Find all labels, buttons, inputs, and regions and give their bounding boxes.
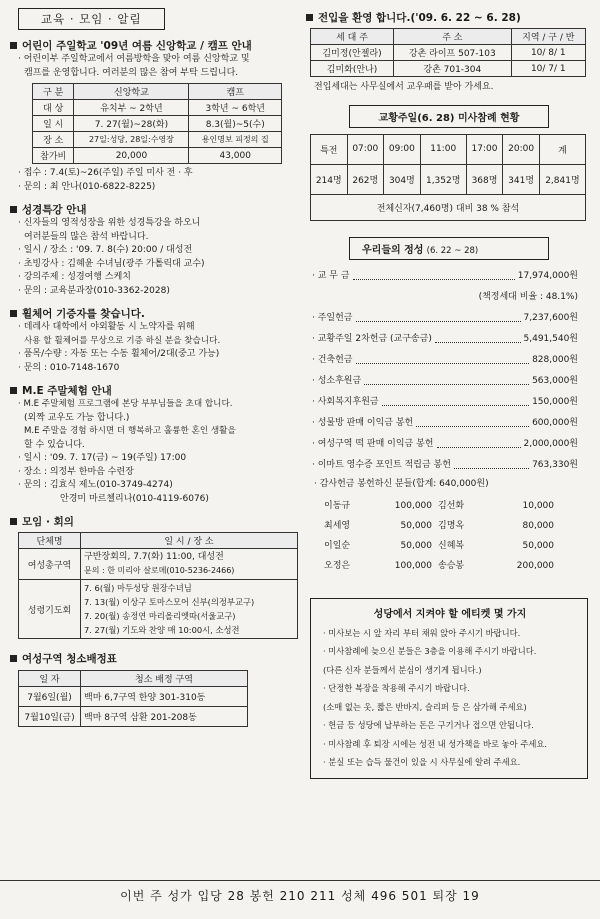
attendance-header: 07:00 [347, 134, 384, 164]
section-header: 교육 · 모임 · 알림 [18, 8, 165, 30]
bible-lecture-section: 성경특강 안내 [10, 202, 302, 217]
attendance-table [310, 134, 586, 221]
offering-row: · 여성구역 떡 판매 이익금 봉헌 2,000,000원 [312, 438, 578, 449]
square-bullet-icon [10, 655, 17, 662]
intro-line: 캠프를 운영합니다. 여러분의 많은 참여 부탁 드립니다. [24, 67, 239, 78]
offerings-list [306, 266, 592, 476]
offering-row: · 주일헌금 7,237,600원 [312, 312, 578, 323]
offering-row: · 사회복지후원금 150,000원 [312, 396, 578, 407]
etiquette-line: · 미사보는 시 앞 자리 부터 채워 앉아 주시기 바랍니다. [323, 627, 521, 638]
donor-cell: 이일순 [324, 540, 351, 551]
etiquette-title: 성당에서 지켜야 할 에티켓 몇 가지 [373, 608, 527, 620]
offering-row: · 성소후원금 563,000원 [312, 375, 578, 386]
offering-row: · 성물방 판매 이익금 봉헌 600,000원 [312, 417, 578, 428]
donor-cell: 최세영 [324, 520, 351, 531]
offering-row: (책정세대 비율 : 48.1%) [478, 291, 578, 302]
donor-grid [306, 496, 592, 576]
donor-cell: 김명옥 [438, 520, 465, 531]
donor-cell: 이동규 [324, 500, 351, 511]
donor-cell: 100,000 [394, 560, 432, 571]
attendance-value: 304명 [384, 164, 421, 194]
me-weekend-section: M.E 주말체험 안내 [10, 383, 302, 398]
etiquette-line: · 헌금 등 성당에 납부하는 돈은 구기거나 접으면 안됩니다. [323, 720, 534, 730]
etiquette-line: · 단정한 복장을 착용해 주시기 바랍니다. [323, 683, 470, 693]
offering-row: · 교 무 금 17,974,000원 [312, 270, 578, 281]
donor-cell: 송승봉 [438, 560, 465, 571]
cleaning-table: 일 자 청소 배정 구역 7월6일(월) 백마 6,7구역 한양 301-310동 7월10일(금) 백마 8구역 삼환 201-208동 [18, 670, 248, 727]
square-bullet-icon [10, 206, 17, 213]
etiquette-line: (소매 없는 옷, 짧은 반바지, 슬리퍼 등 은 삼가해 주세요) [323, 701, 527, 712]
donor-cell: 50,000 [400, 520, 432, 531]
thanks-line: · 감사헌금 봉헌하신 분들(합계: 640,000원) [314, 478, 489, 489]
offering-row: · 교황주일 2차헌금 (교구송금) 5,491,540원 [312, 333, 578, 344]
etiquette-line: (다른 신자 분들께서 분심이 생기게 됩니다.) [323, 664, 482, 675]
attendance-value: 2,841명 [539, 164, 585, 194]
offering-row: · 건축헌금 828,000원 [312, 354, 578, 365]
square-bullet-icon [10, 42, 17, 49]
attendance-header: 09:00 [384, 134, 421, 164]
meetings-section: 모임 · 회의 [10, 514, 302, 529]
donor-cell: 10,000 [522, 500, 554, 511]
summer-school-section: 어린이 주일학교 '09년 여름 신앙학교 / 캠프 안내 [10, 38, 302, 53]
right-column [306, 8, 592, 779]
donor-cell: 200,000 [516, 560, 554, 571]
info-line: · 접수 : 7.4(토)~26(주일) 주일 미사 전 · 후 [18, 168, 193, 178]
etiquette-line: · 미사참례 후 퇴장 시에는 성전 내 성가책을 바로 놓아 주세요. [323, 738, 548, 749]
etiquette-box [310, 598, 588, 779]
etiquette-line: · 미사참례에 늦으신 분들은 3층을 이용해 주시기 바랍니다. [323, 646, 537, 656]
meetings-table: 단체명 일 시 / 장 소 여성총구역 구반장회의, 7.7(화) 11:00, 대성전 문의 : 한 미리아 살로메(010-5236-2466) 성령기도회 7. 6(월) 마두성당 원장수녀님 7. 13(월) 이상구 토마스모어 신부(의정부교구) 7. 20(월) 송정연 마리올리엣따(서울교구) 7. 27(월) 기도와 찬양 매 10:00시, 소성전 [18, 532, 298, 639]
summer-school-table: 구 분 신앙학교 캠프 대 상 유치부 ~ 2학년 3학년 ~ 6학년 일 시 7. 27(월)~28(화) 8.3(월)~5(수) 장 소 27일:성당, 28일:수영장 용인명보 피정의 집 참가비 20,000 43,000 [32, 83, 282, 164]
attendance-header: 17:00 [466, 134, 503, 164]
square-bullet-icon [10, 387, 17, 394]
attendance-value: 341명 [503, 164, 540, 194]
donor-cell: 80,000 [522, 520, 554, 531]
new-members-section: 전입을 환영 합니다.('09. 6. 22 ~ 6. 28) [306, 10, 592, 25]
hymn-footer: 이번 주 성가 입당 28 봉헌 210 211 성체 496 501 퇴장 19 [0, 880, 600, 904]
attendance-value: 262명 [347, 164, 384, 194]
new-members-table: 세 대 주 주 소 지역 / 구 / 반 김미정(안젤라) 강촌 라이프 507-103 10/ 8/ 1 김미화(안나) 강촌 701-304 10/ 7/ 1 [310, 28, 586, 77]
attendance-value: 368명 [466, 164, 503, 194]
square-bullet-icon [10, 310, 17, 317]
donor-cell: 오정은 [324, 560, 351, 571]
offerings-title: 우리들의 정성 (6. 22 ~ 28) [349, 237, 549, 260]
attendance-header: 11:00 [420, 134, 466, 164]
attendance-total: 전체신자(7,460명) 대비 38 % 참석 [311, 194, 586, 220]
cleaning-section: 여성구역 청소배정표 [10, 651, 302, 666]
attendance-header: 계 [539, 134, 585, 164]
attendance-header: 특전 [311, 134, 348, 164]
donor-cell: 신혜복 [438, 540, 465, 551]
note-text: 전입세대는 사무실에서 교우패를 받아 가세요. [314, 82, 494, 92]
square-bullet-icon [306, 14, 313, 21]
offering-row: · 이마트 영수증 포인트 적립금 봉헌 763,330원 [312, 459, 578, 470]
left-column: 교육 · 모임 · 알림 어린이 주일학교 '09년 여름 신앙학교 / 캠프 안내 · 어린이부 주일학교에서 여름방학을 맞아 여름 신앙학교 및 캠프를 운영합니다. 여러분의 많은 참여 부탁 드립니다. 구 분 신앙학교 캠프 대 상 유치부 ~ 2학년 3학년 ~ 6학년 일 시 7. 27(월)~28(화) 8.3(월)~5(수) 장 소 27일:성당, 28일:수영장 용인명보 피정의 집 참가비 20,000 43,000 · 접수 : 7.4(토)~26(주일) 주일 미사 전 · 후 · 문의 : 최 안나(010-6822-8225) 성경특강 안내 · 신자들의 영적성장을 위한 성경특강을 하오니 여러분들의 많은 참석 바랍니다. · 일시 / 장소 : '09. 7. 8(수) 20:00 / 대성전 · 초빙강사 : 김혜윤 수녀님(광주 가톨릭대 교수) · 강의주제 : 성경여행 스케치 · 문의 : 교육분과장(010-3362-2028) 휠체어 기증자를 찾습니다. · 데레사 대학에서 야외활동 시 노약자를 위해 사용 할 휠체어를 무상으로 기증 하실 분을 찾습니다. · 품목/수량 : 자동 또는 수동 휠체어/2대(중고 가능) · 문의 : 010-7148-1670 M.E 주말체험 안내 · M.E 주말체험 프로그램에 본당 부부님들을 초대 합니다. (외짝 교우도 가능 합니다.) M.E 주말을 경험 하시면 더 행복하고 훌륭한 혼인 생활을 할 수 있습니다. · 일시 : '09. 7. 17(금) ~ 19(주일) 17:00 · 장소 : 의정부 한마음 수련장 · 문의 : 김효식 제노(010-3749-4274) 안경미 마르첼리나(010-4119-6076) 모임 · 회의 단체명 일 시 / 장 소 여성총구역 구반장회의, 7.7(화) 11:00, 대성전 문의 : 한 미리아 살로메(010-5236-2466) 성령기도회 7. 6(월) 마두성당 원장수녀님 7. 13(월) 이상구 토마스모어 신부(의정부교구) 7. 20(월) 송정연 마리올리엣따(서울교구) 7. 27(월) 기도와 찬양 매 10:00시, 소성전 여성구역 청소배정표 일 자 청소 배정 구역 7월6일(월) 백마 6,7구역 한양 301-310동 7월10일(금) 백마 8구역 삼환 201-208동 [10, 8, 302, 727]
attendance-title: 교황주일(6. 28) 미사참례 현황 [349, 105, 549, 128]
donor-cell: 50,000 [400, 540, 432, 551]
intro-line: · 어린이부 주일학교에서 여름방학을 맞아 여름 신앙학교 및 [18, 54, 250, 64]
etiquette-line: · 분실 또는 습득 물건이 있을 시 사무실에 알려 주세요. [323, 757, 521, 767]
donor-cell: 김선화 [438, 500, 465, 511]
info-line: · 문의 : 최 안나(010-6822-8225) [18, 181, 156, 192]
donor-cell: 100,000 [394, 500, 432, 511]
attendance-value: 214명 [311, 164, 348, 194]
donor-cell: 50,000 [522, 540, 554, 551]
wheelchair-section: 휠체어 기증자를 찾습니다. [10, 306, 302, 321]
square-bullet-icon [10, 518, 17, 525]
attendance-value: 1,352명 [420, 164, 466, 194]
attendance-header: 20:00 [503, 134, 540, 164]
